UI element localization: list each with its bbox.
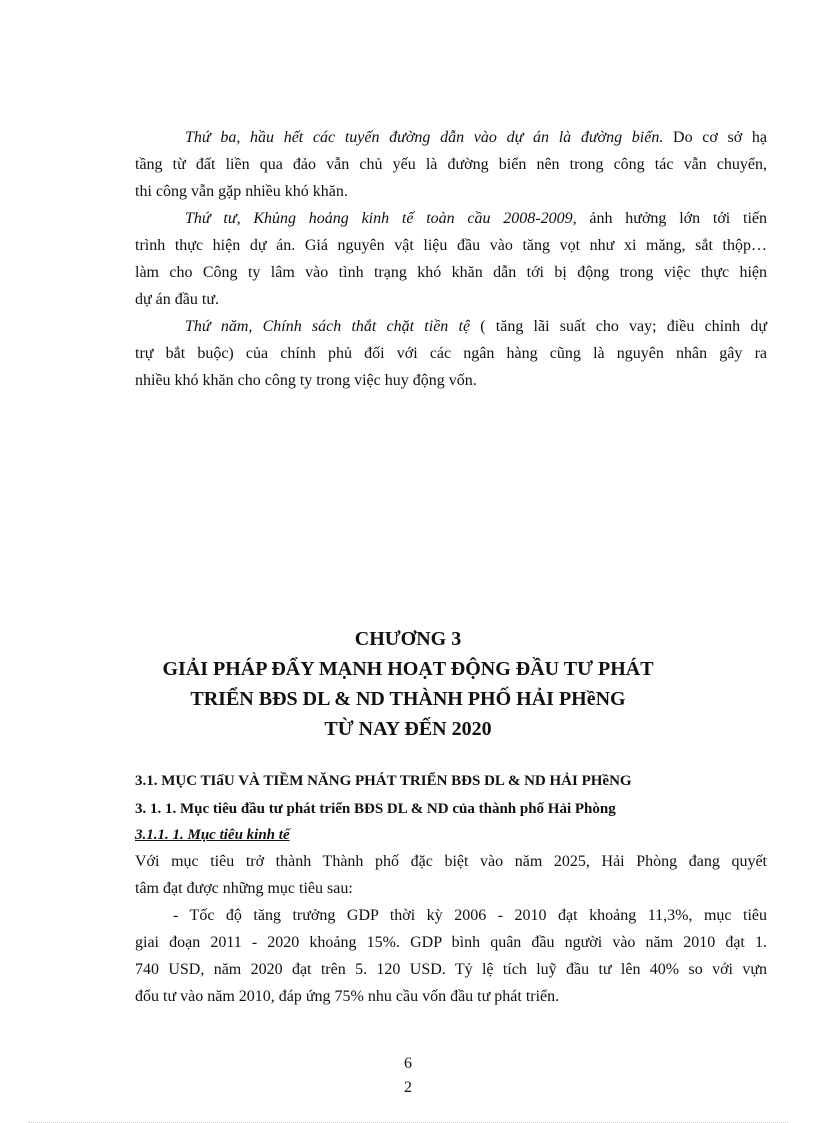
text-run: trự bắt buộc) của chính phủ đối với các ngân hàng cũng là nguyên nhân gây ra: [135, 345, 767, 362]
paragraph: [135, 205, 767, 313]
text-run: làm cho Công ty lâm vào tình trạng khó khăn dẫn tới bị động trong việc thực hiện: [135, 264, 767, 281]
text-line: [135, 313, 767, 340]
paragraph: [135, 848, 767, 902]
text-line: Với mục tiêu trở thành Thành phố đặc biệt vào năm 2025, Hải Phòng đang quyết: [135, 853, 767, 870]
text-run: ảnh hưởng lớn tới tiến: [576, 210, 768, 227]
paragraph: [135, 902, 767, 1010]
text-line: [135, 340, 767, 367]
chapter-heading: [100, 624, 716, 744]
body-text-top: [135, 124, 767, 394]
chapter-title-line-3: TỪ NAY ĐẾN 2020: [324, 718, 492, 740]
text-run: nhiều khó khăn cho công ty trong việc huy động vốn.: [135, 372, 477, 389]
text-line: [135, 259, 767, 286]
section-heading-3-1: 3.1. MỤC TIấU VÀ TIỀM NĂNG PHÁT TRIỂN BĐS DL & ND HẢI PHềNG: [135, 773, 632, 789]
text-line: [135, 286, 767, 313]
page-number-line-2: 2: [404, 1079, 412, 1096]
text-line: - Tốc độ tăng trưởng GDP thời kỳ 2006 - 2010 đạt khoảng 11,3%, mục tiêu: [173, 907, 767, 924]
italic-lead-in: Thứ tư, Khủng hoảng kinh tế toàn cầu 2008-2009,: [185, 210, 577, 227]
italic-lead-in: Thứ ba, hầu hết các tuyến đường dẫn vào dự án là đường biển.: [185, 129, 664, 146]
text-run: Do cơ sở hạ: [663, 129, 768, 146]
text-line: [135, 232, 767, 259]
body-text-lower: [135, 848, 767, 1010]
chapter-title-line-1: GIẢI PHÁP ĐẨY MẠNH HOẠT ĐỘNG ĐẦU TƯ PHÁT: [162, 658, 654, 680]
italic-lead-in: Thứ năm, Chính sách thắt chặt tiền tệ: [185, 318, 471, 335]
text-run: trình thực hiện dự án. Giá nguyên vật liệu đầu vào tăng vọt như xi măng, sắt thộp…: [135, 237, 767, 254]
text-line: [135, 151, 767, 178]
text-line: giai đoạn 2011 - 2020 khoảng 15%. GDP bình quân đầu người vào năm 2010 đạt 1.: [135, 934, 767, 951]
chapter-number: CHƯƠNG 3: [354, 628, 462, 650]
paragraph: [135, 124, 767, 205]
text-line: [135, 124, 767, 151]
text-line: đổu tư vào năm 2010, đáp ứng 75% nhu cầu vốn đầu tư phát triển.: [135, 988, 560, 1005]
text-line: 740 USD, năm 2020 đạt trên 5. 120 USD. Tỷ lệ tích luỹ đầu tư lên 40% so với vựn: [135, 961, 767, 978]
page-number-line-1: 6: [404, 1055, 412, 1072]
chapter-title-line-2: TRIỂN BĐS DL & ND THÀNH PHỐ HẢI PHềNG: [190, 688, 626, 710]
text-run: thi công vẫn gặp nhiều khó khăn.: [135, 183, 348, 200]
text-run: dự án đầu tư.: [135, 291, 219, 308]
text-line: [135, 205, 767, 232]
text-run: ( tăng lãi suất cho vay; điều chỉnh dự: [470, 318, 767, 335]
text-line: tâm đạt được những mục tiêu sau:: [135, 880, 353, 897]
paragraph: [135, 313, 767, 394]
section-heading-3-1-1-1: 3.1.1. 1. Mục tiêu kinh tế: [135, 827, 290, 843]
text-line: [135, 367, 767, 394]
text-run: tầng từ đất liền qua đảo vẫn chủ yếu là đường biển nên trong công tác vẫn chuyển,: [135, 156, 767, 173]
section-heading-3-1-1: 3. 1. 1. Mục tiêu đầu tư phát triển BĐS DL & ND của thành phố Hải Phòng: [135, 801, 616, 817]
text-line: [135, 178, 767, 205]
